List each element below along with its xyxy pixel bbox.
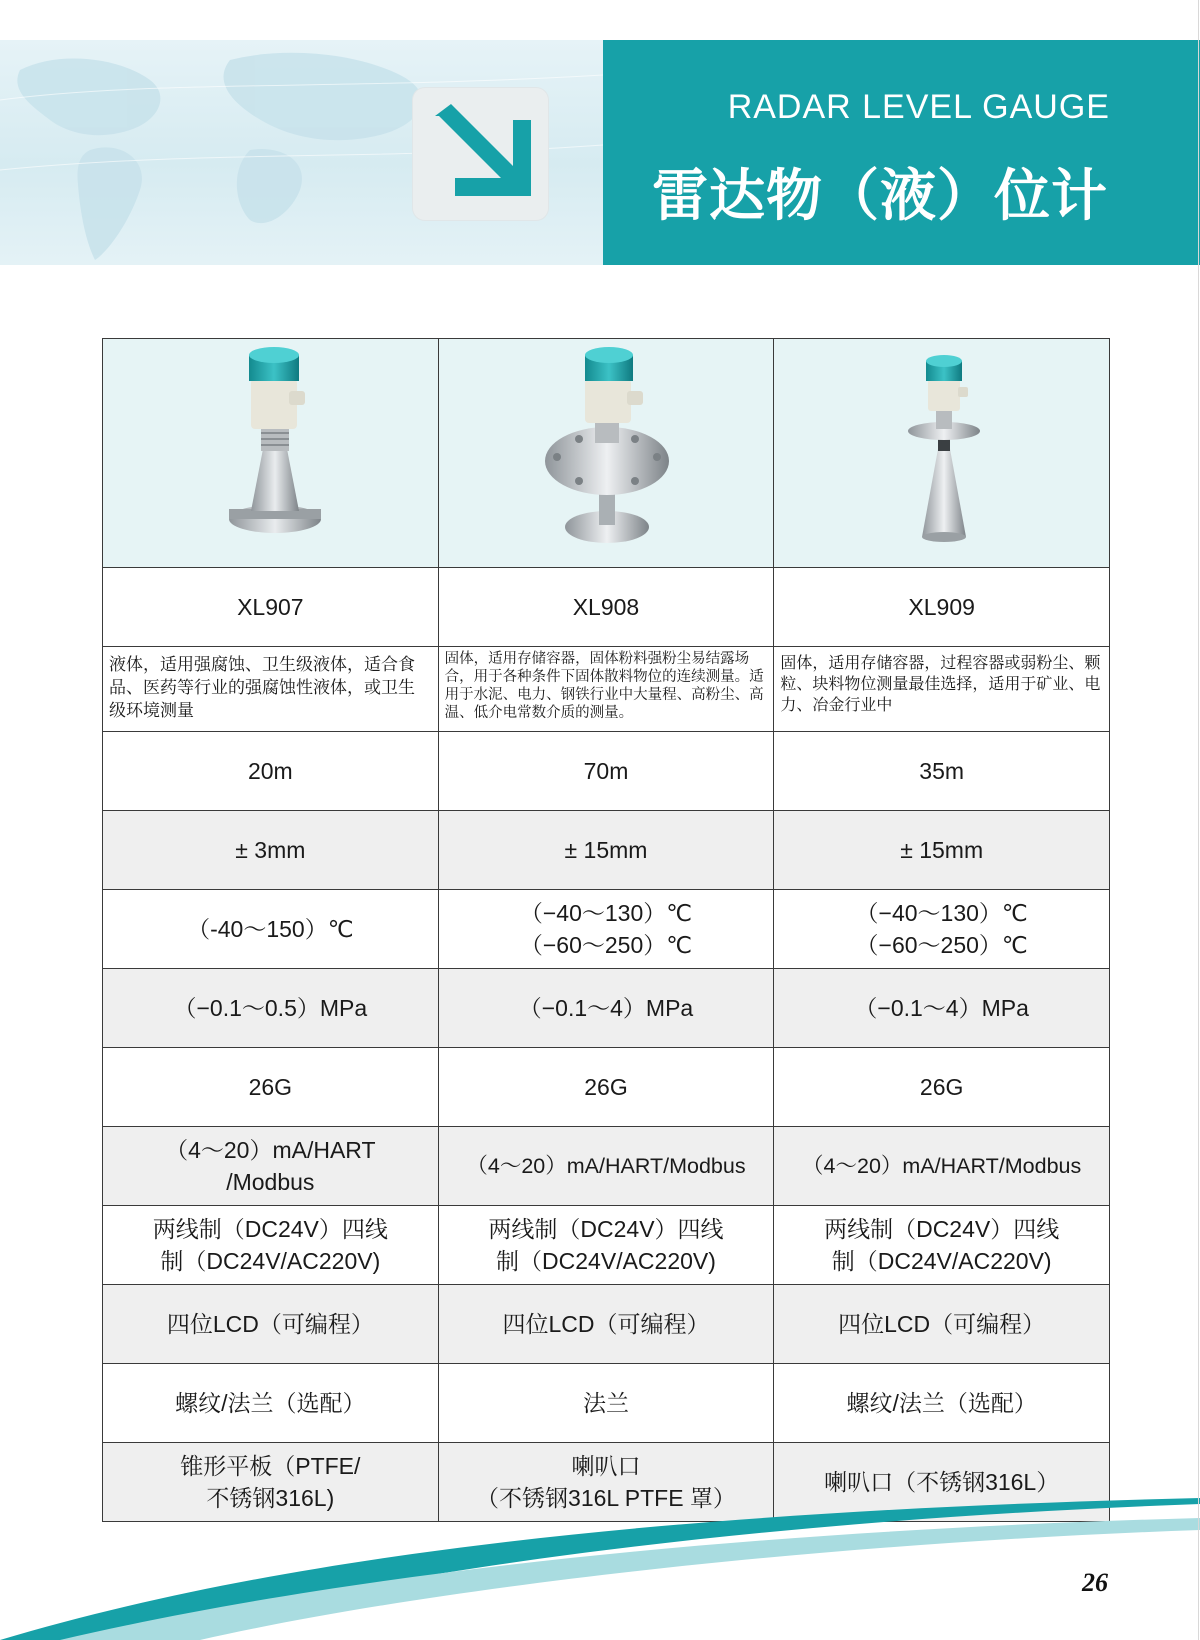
arrow-logo bbox=[413, 88, 548, 220]
spec-cell bbox=[103, 890, 439, 969]
spec-line: 两线制（DC24V）四线 bbox=[488, 1216, 724, 1242]
arrow-down-right-icon bbox=[413, 88, 548, 220]
spec-row bbox=[103, 1364, 1110, 1443]
spec-cell bbox=[774, 890, 1110, 969]
page-edge bbox=[1198, 0, 1199, 1640]
spec-cell bbox=[438, 732, 774, 811]
spec-row bbox=[103, 890, 1110, 969]
spec-line: （−0.1～4）MPa bbox=[854, 995, 1029, 1021]
spec-line: 螺纹/法兰（选配） bbox=[175, 1390, 366, 1416]
page-number: 26 bbox=[1082, 1568, 1108, 1597]
spec-line: （4～20）mA/HART/Modbus bbox=[802, 1154, 1082, 1178]
spec-cell bbox=[774, 1206, 1110, 1285]
spec-row bbox=[103, 1048, 1110, 1127]
spec-cell bbox=[774, 811, 1110, 890]
spec-line: 锥形平板（PTFE/ bbox=[180, 1453, 361, 1479]
title-chinese: 雷达物（液）位计 bbox=[652, 164, 1108, 229]
spec-row bbox=[103, 1206, 1110, 1285]
spec-cell bbox=[103, 1206, 439, 1285]
spec-line: ± 15mm bbox=[564, 837, 648, 863]
spec-cell bbox=[103, 1364, 439, 1443]
spec-line: 两线制（DC24V）四线 bbox=[824, 1216, 1060, 1242]
radar-gauge-horn-icon bbox=[774, 339, 1109, 559]
model-row bbox=[103, 568, 1110, 647]
spec-row bbox=[103, 1285, 1110, 1364]
spec-cell bbox=[774, 732, 1110, 811]
spec-cell bbox=[103, 1285, 439, 1364]
spec-cell bbox=[438, 890, 774, 969]
description-cell: 液体，适用强腐蚀、卫生级液体，适合食品、医药等行业的强腐蚀性液体，或卫生级环境测量 bbox=[103, 647, 439, 732]
spec-row bbox=[103, 969, 1110, 1048]
spec-cell bbox=[774, 1364, 1110, 1443]
spec-table bbox=[102, 338, 1110, 1522]
product-image-cell bbox=[103, 339, 439, 568]
spec-line: （−40～130）℃ bbox=[519, 900, 693, 926]
product-image-cell bbox=[774, 339, 1110, 568]
spec-line: /Modbus bbox=[226, 1169, 315, 1195]
spec-cell bbox=[774, 969, 1110, 1048]
spec-line: （-40～150）℃ bbox=[187, 916, 354, 942]
spec-cell bbox=[438, 1285, 774, 1364]
spec-cell bbox=[103, 732, 439, 811]
spec-line: （−60～250）℃ bbox=[855, 932, 1028, 958]
spec-cell bbox=[438, 969, 774, 1048]
radar-gauge-flange-icon bbox=[439, 339, 774, 559]
spec-line: 制（DC24V/AC220V) bbox=[160, 1248, 381, 1274]
description-cell: 固体，适用存储容器，固体粉料强粉尘易结露场合，用于各种条件下固体散料物位的连续测量。适用于水泥、电力、钢铁行业中大量程、高粉尘、高温、低介电常数介质的测量。 bbox=[438, 647, 774, 732]
spec-line: （−60～250）℃ bbox=[519, 932, 693, 958]
spec-line: （−40～130）℃ bbox=[855, 900, 1028, 926]
spec-line: 喇叭口（不锈钢316L） bbox=[824, 1469, 1060, 1495]
spec-row bbox=[103, 1127, 1110, 1206]
spec-line: （−0.1～0.5）MPa bbox=[173, 995, 368, 1021]
spec-cell bbox=[438, 1048, 774, 1127]
spec-line: 不锈钢316L) bbox=[206, 1485, 335, 1511]
radar-gauge-cone-icon bbox=[103, 339, 438, 559]
model-cell: XL909 bbox=[774, 568, 1110, 647]
spec-cell bbox=[103, 1127, 439, 1206]
spec-cell bbox=[438, 1127, 774, 1206]
spec-line: 26G bbox=[919, 1074, 964, 1100]
spec-line: ± 3mm bbox=[235, 837, 306, 863]
description-row bbox=[103, 647, 1110, 732]
product-image-cell bbox=[438, 339, 774, 568]
spec-line: 26G bbox=[248, 1074, 293, 1100]
spec-cell bbox=[103, 1048, 439, 1127]
spec-line: （4～20）mA/HART bbox=[165, 1137, 376, 1163]
spec-row bbox=[103, 732, 1110, 811]
spec-line: 两线制（DC24V）四线 bbox=[152, 1216, 388, 1242]
spec-line: 制（DC24V/AC220V) bbox=[496, 1248, 716, 1274]
spec-cell bbox=[438, 811, 774, 890]
spec-line: ± 15mm bbox=[900, 837, 984, 863]
model-cell: XL907 bbox=[103, 568, 439, 647]
spec-line: 26G bbox=[584, 1074, 628, 1100]
model-cell: XL908 bbox=[438, 568, 774, 647]
spec-cell bbox=[774, 1127, 1110, 1206]
spec-row bbox=[103, 811, 1110, 890]
spec-line: 螺纹/法兰（选配） bbox=[846, 1390, 1037, 1416]
spec-line: 喇叭口 bbox=[571, 1453, 641, 1479]
spec-cell bbox=[438, 1364, 774, 1443]
spec-cell bbox=[438, 1206, 774, 1285]
image-row bbox=[103, 339, 1110, 568]
description-cell: 固体，适用存储容器，过程容器或弱粉尘、颗粒、块料物位测量最佳选择，适用于矿业、电力、冶金行业中 bbox=[774, 647, 1110, 732]
spec-line: 四位LCD（可编程） bbox=[502, 1311, 710, 1337]
spec-line: 20m bbox=[247, 758, 293, 784]
spec-line: 法兰 bbox=[582, 1390, 629, 1416]
title-english: RADAR LEVEL GAUGE bbox=[727, 88, 1110, 126]
spec-line: （−0.1～4）MPa bbox=[518, 995, 694, 1021]
spec-line: （4～20）mA/HART/Modbus bbox=[466, 1154, 746, 1178]
spec-line: 70m bbox=[583, 758, 629, 784]
spec-cell bbox=[774, 1048, 1110, 1127]
spec-line: 四位LCD（可编程） bbox=[166, 1311, 374, 1337]
spec-line: （不锈钢316L PTFE 罩） bbox=[476, 1485, 736, 1511]
spec-cell bbox=[103, 811, 439, 890]
spec-line: 四位LCD（可编程） bbox=[838, 1311, 1046, 1337]
title-banner bbox=[603, 40, 1200, 265]
spec-cell bbox=[774, 1285, 1110, 1364]
spec-cell bbox=[103, 969, 439, 1048]
footer-wave bbox=[0, 1490, 1200, 1640]
spec-line: 35m bbox=[919, 758, 965, 784]
spec-line: 制（DC24V/AC220V) bbox=[831, 1248, 1052, 1274]
